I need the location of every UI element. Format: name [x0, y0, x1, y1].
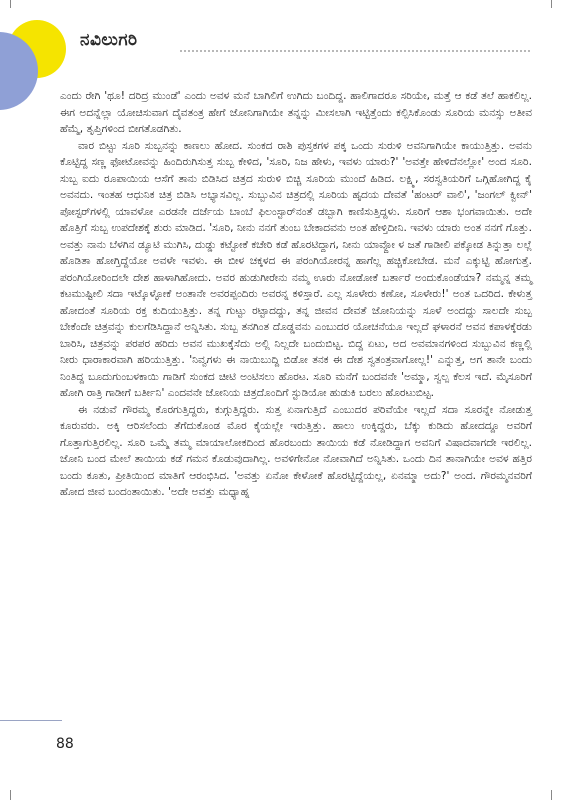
body-text: [60, 88, 532, 501]
crop-mark-bottom-right: [551, 790, 552, 800]
crop-mark-bottom-left: [10, 790, 11, 800]
crop-mark-top-left: [10, 0, 11, 8]
paragraph: ವಾರ ಬಿಟ್ಟು ಸೂರಿ ಸುಬ್ಬನನ್ನು ಕಾಣಲು ಹೋದ. ಸುಂಕದ ರಾಶಿ ಪುಸ್ತಕಗಳ ಪಕ್ಕ ಒಂದು ಸುರುಳಿ ಅವನಿಗಾಗಿಯೇ ಕಾಯುತ್ತಿತ್ತು. ಅವನು ಕೊಟ್ಟಿದ್ದ ಸಣ್ಣ ಫೋಟೋವನ್ನು ಹಿಂದಿರುಗಿಸುತ್ತ ಸುಬ್ಬ ಕೇಳಿದ, 'ಸೂರಿ, ನಿಜ ಹೇಳು, ಇವಳು ಯಾರು?' 'ಅವತ್ತೇ ಹೇಳಿದೆನಲ್ಲೋ' ಅಂದ ಸೂರಿ. ಸುಬ್ಬ ಐದು ರೂಪಾಯಿಯ ಆಸೆಗೆ ತಾನು ಬಿಡಿಸಿದ ಚಿತ್ರದ ಸುರುಳಿ ಬಿಚ್ಚಿ ಸೂರಿಯ ಮುಂದೆ ಹಿಡಿದ. ಲಕ್ಷ್ಮಿ, ಸರಸ್ವತಿಯರಿಗೆ ಒಗ್ಗಿಹೋಗಿದ್ದ ಕೈ ಅವನದು. ಇಂತಹ ಆಧುನಿಕ ಚಿತ್ರ ಬಿಡಿಸಿ ಅಭ್ಯಾಸವಿಲ್ಲ. ಸುಬ್ಬುವಿನ ಚಿತ್ರದಲ್ಲಿ ಸೂರಿಯ ಹೃದಯ ದೇವತೆ 'ಹಂಟರ್ ವಾಲಿ', 'ಜಂಗಲ್ ಕ್ವೀನ್' ಪೋಸ್ಟರ್‌ಗಳಲ್ಲಿ ಯಾವಳೋ ಎರಡನೇ ದರ್ಜೆಯ ಬಾಂಬೆ ಫಿಲಂಸ್ಟಾರ್‌ನಂತೆ ಡಬ್ಬಾಗಿ ಕಾಣಿಸುತ್ತಿದ್ದಳು. ಸೂರಿಗೆ ಆಶಾ ಭಂಗವಾಯಿತು. ಅದೇ ಹೊತ್ತಿಗೆ ಸುಬ್ಬ ಉಪದೇಶಕ್ಕೆ ಶುರು ಮಾಡಿದ. 'ಸೂರಿ, ನೀನು ನನಗೆ ತುಂಬ ಬೇಕಾದವನು ಅಂತ ಹೇಳ್ತಿದೀನಿ. ಇವಳು ಯಾರು ಅಂತ ನನಗೆ ಗೊತ್ತು. ಅವತ್ತು ನಾನು ಬೆಳಗಿನ ಡ್ಯೂಟಿ ಮುಗಿಸಿ, ದುಡ್ಡು ಕಟ್ಟೋಕೆ ಕಚೇರಿ ಕಡೆ ಹೊರಟಿದ್ದಾಗ, ನೀನು ಯಾವ್ದೋ ಳ ಜತೆ ಗಾಡೀಲಿ ಪಕ್ಕೋಡ ತಿನ್ನುತ್ತಾ ಲಲ್ಲೆ ಹೊಡಿತಾ ಹೋಗ್ತಿದ್ದೆಯೋ ಅವಳೇ ಇವಳು. ಈ ಬೀಳ ಚಕ್ಕಳದ ಈ ಪರಂಗಿಯೋರನ್ನ ಹಾಗೆಲ್ಲ ಹಚ್ಚಿಕೋಬೇಡ. ಮನೆ ಎಕ್ಕುಟ್ಟಿ ಹೋಗುತ್ತೆ. ಪರಂಗಿಯೋರಿಂದಲೇ ದೇಶ ಹಾಳಾಗಿಹೋದು. ಅವರ ಹುಡುಗೀರೇನು ನಮ್ಮ ಊರು ನೋಡೋಕೆ ಬರ್ತಾರೆ ಅಂದುಕೊಂಡೆಯಾ? ನಮ್ಮನ್ನ ತಮ್ಮ ಕಟಮುಷ್ಟೀಲಿ ಸದಾ ಇಟ್ಕೊಳ್ಳೋಕೆ ಅಂತಾನೇ ಅವರಪ್ಪಂದಿರು ಅವರನ್ನ ಕಳಿಸ್ತಾರೆ. ಎಲ್ಲ ಸೂಳೇರು ಕಣೋ, ಸೂಳೇರು!' ಅಂತ ಒದರಿದ. ಕೇಳುತ್ತ ಹೋದಂತೆ ಸೂರಿಯ ರಕ್ತ ಕುದಿಯುತ್ತಿತ್ತು. ತನ್ನ ಗುಟ್ಟು ರಟ್ಟಾದದ್ದು, ತನ್ನ ಜೀವನ ದೇವತೆ ಜೋನಿಯನ್ನು ಸೂಳೆ ಅಂದದ್ದು ಸಾಲದೇ ಸುಬ್ಬ ಬೇಕೆಂದೇ ಚಿತ್ರವನ್ನು ಕುಲಗೆಡಿಸಿದ್ದಾನೆ ಅನ್ನಿಸಿತು. ಸುಬ್ಬ ತನಗಿಂತ ದೊಡ್ಡವನು ಎಂಬುದರ ಯೋಚನೆಯೂ ಇಲ್ಲದೆ ಘಳಾರನೆ ಅವನ ಕಪಾಳಕ್ಕೆರಡು ಬಾರಿಸಿ, ಚಿತ್ರವನ್ನು ಪರಪರ ಹರಿದು ಅವನ ಮುಖಕ್ಕೆಸೆದು ಅಲ್ಲಿ ನಿಲ್ಲದೇ ಬಂದುಬಿಟ್ಟ. ಬಿದ್ದ ಏಟು, ಅದ ಅವಮಾನಗಳಿಂದ ಸುಬ್ಬುವಿನ ಕಣ್ಣಲ್ಲಿ ನೀರು ಧಾರಾಕಾರವಾಗಿ ಹರಿಯುತ್ತಿತ್ತು. 'ನಿವ್ವಗಳು ಈ ನಾಯಿಬುದ್ದಿ ಬಿಡೋ ತನಕ ಈ ದೇಶ ಸ್ವತಂತ್ರವಾಗೋಲ್ಲ!' ಎನ್ನುತ್ತ, ಅಗ ತಾನೇ ಬಂದು ನಿಂತಿದ್ದ ಬೂದುಗುಂಬಳಕಾಯಿ ಗಾಡಿಗೆ ಸುಂಕದ ಚೀಟಿ ಅಂಟಿಸಲು ಹೊರಟ. ಸೂರಿ ಮನೆಗೆ ಬಂದವನೇ 'ಅಮ್ಮಾ, ಸ್ವಲ್ಪ ಕೆಲಸ ಇದೆ. ಮೈಸೂರಿಗೆ ಹೋಗಿ ರಾತ್ರಿ ಗಾಡೀಗೆ ಬರ್ತೀನಿ' ಎಂದವನೇ ಜೋನಿಯ ಚಿತ್ರದೊಂದಿಗೆ ಸ್ಟುಡಿಯೋ ಹುಡುಕಿ ಬರಲು ಹೊರಟುಬಿಟ್ಟ.: [60, 139, 532, 399]
running-header-title: ನವಿಲುಗರಿ: [80, 30, 138, 50]
page-number: 88: [56, 736, 74, 752]
paragraph: ಈ ನಡುವೆ ಗೌರಮ್ಮ ಕೊರಗುತ್ತಿದ್ದರು, ಕುಗ್ಗುತ್ತಿದ್ದರು. ಸುತ್ತ ಏನಾಗುತ್ತಿದೆ ಎಂಬುದರ ಪರಿವೆಯೇ ಇಲ್ಲದೆ ಸದಾ ಸೂರನ್ನೇ ನೋಡುತ್ತ ಕೂರುವರು. ಅಕ್ಕಿ ಆರಿಸಲೆಂದು ತೆಗೆದುಕೊಂಡ ಮೊರ ಕೈಯಲ್ಲೇ ಇರುತ್ತಿತ್ತು. ಹಾಲು ಉಕ್ಕಿದ್ದರು, ಬೆಕ್ಕು ಕುಡಿದು ಹೋದದ್ದೂ ಅವರಿಗೆ ಗೊತ್ತಾಗುತ್ತಿರಲಿಲ್ಲ. ಸೂರಿ ಒಮ್ಮೆ ತಮ್ಮ ಮಾಯಾಲೋಕದಿಂದ ಹೊರಬಂದು ತಾಯಿಯ ಕಡೆ ನೋಡಿದ್ದಾಗ ಅವನಿಗೆ ವಿಷಾದವಾಗದೇ ಇರಲಿಲ್ಲ. ಜೋನಿ ಬಂದ ಮೇಲೆ ತಾಯಿಯ ಕಡೆ ಗಮನ ಕೊಡುವುದಾಗಿಲ್ಲ. ಅವಳಿಗೇನೋ ನೋವಾಗಿದೆ ಅನ್ನಿಸಿತು. ಒಂದು ದಿನ ತಾನಾಗಿಯೇ ಅವಳ ಹತ್ತಿರ ಬಂದು ಕೂತು, ಪ್ರೀತಿಯಿಂದ ಮಾತಿಗೆ ಆರಂಭಿಸಿದ. 'ಅವತ್ತು ಏನೋ ಕೇಳೋಕೆ ಹೊರಟ್ಟಿದ್ದೆಯಲ್ಲ, ಏನಮ್ಮಾ ಅದು?' ಅಂದ. ಗೌರಮ್ಮನವರಿಗೆ ಹೋದ ಜೀವ ಬಂದಂತಾಯಿತು. 'ಅದೇ ಅವತ್ತು ಮಧ್ಯಾಹ್ನ: [60, 403, 532, 498]
crop-mark-top-right: [551, 0, 552, 8]
footer-rule: [0, 720, 62, 721]
paragraph: ಎಂದು ರೇಗಿ 'ಥೂ! ದರಿದ್ರ ಮುಂಡೆ' ಎಂದು ಅವಳ ಮನೆ ಬಾಗಿಲಿಗೆ ಉಗಿದು ಬಂದಿದ್ದ. ಹಾಲಿಗಾದರೂ ಸರಿಯೇ, ಮತ್ತೆ ಆ ಕಡೆ ತಲೆ ಹಾಕಲಿಲ್ಲ. ಈಗ ಅದನ್ನೆಲ್ಲಾ ಯೋಚಿಸುವಾಗ ದೈವತಂತ್ರ ಹೇಗೆ ಜೋನಿಗಾಗಿಯೇ ತನ್ನನ್ನು ಮೀಸಲಾಗಿ ಇಟ್ಟಿತ್ತೆಂದು ಕಲ್ಪಿಸಿಕೊಂಡು ಸೂರಿಯ ಮನಸ್ಸು ಅತೀವ ಹೆಮ್ಮೆ, ತೃಪ್ತಿಗಳಿಂದ ಬೀಗತೊಡಗಿತು.: [60, 90, 532, 135]
header-dotted-rule: [180, 50, 530, 52]
